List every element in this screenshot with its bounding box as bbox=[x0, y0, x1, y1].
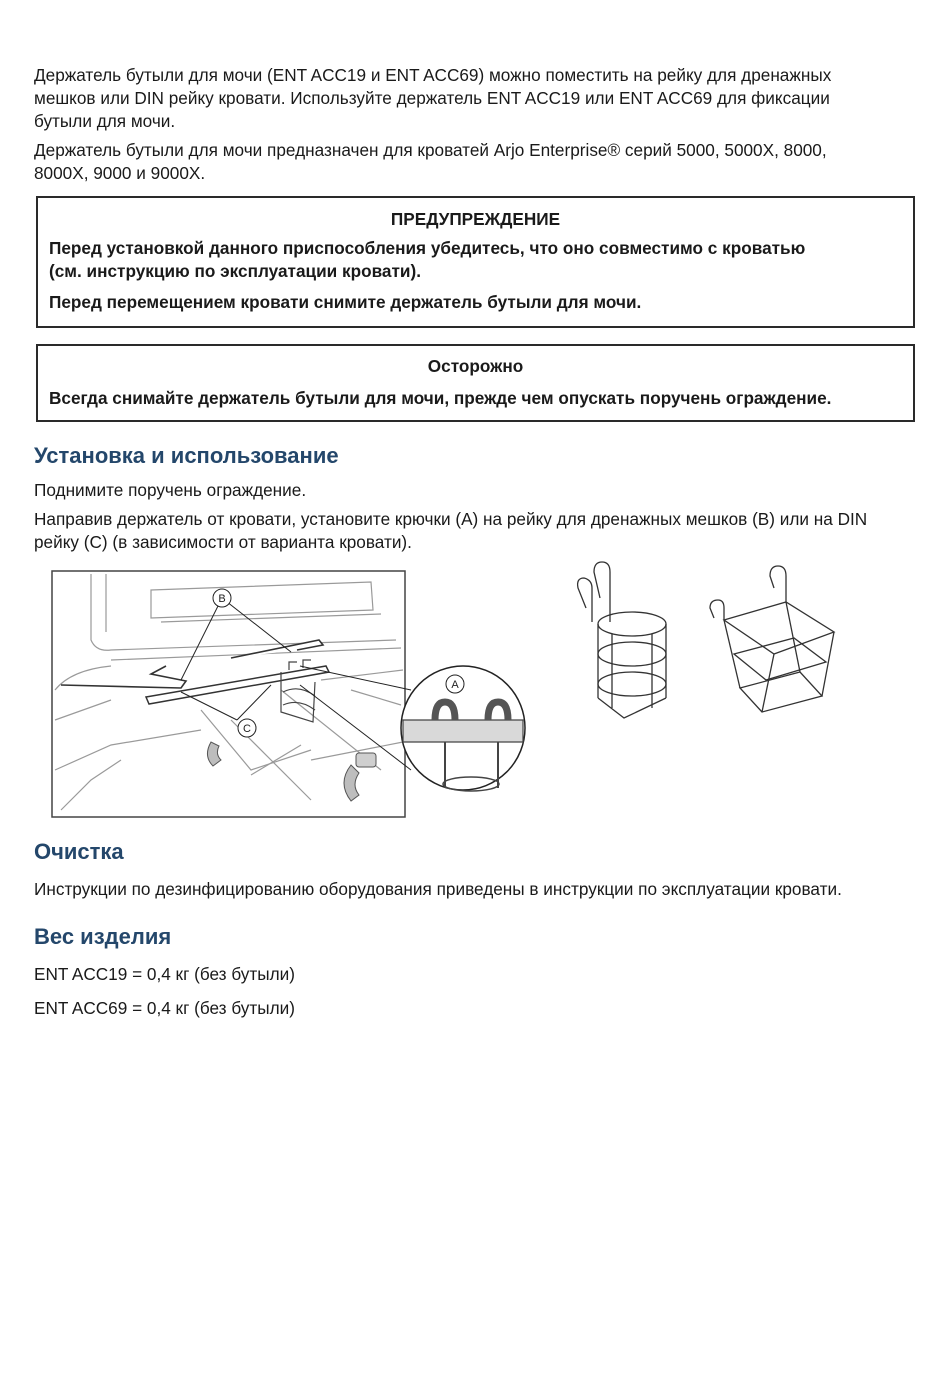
holder-ent-acc19 bbox=[578, 562, 666, 718]
warning-line-2: Перед перемещением кровати снимите держатель бутыли для мочи. bbox=[49, 292, 642, 312]
install-paragraph-1: Поднимите поручень ограждение. bbox=[34, 480, 307, 500]
holder-ent-acc69 bbox=[710, 566, 834, 712]
warning-title: ПРЕДУПРЕЖДЕНИЕ bbox=[390, 209, 561, 229]
weight-line-1: ENT ACC19 = 0,4 кг (без бутыли) bbox=[34, 964, 295, 984]
cleaning-heading: Очистка bbox=[34, 839, 124, 864]
intro-paragraph-2: Держатель бутыли для мочи предназначен для кроватей Arjo Enterprise® серий 5000, 5000X, 8000, 8000X, 9000 и 9000X. bbox=[34, 140, 827, 183]
weight-heading: Вес изделия bbox=[34, 924, 172, 949]
caution-title: Осторожно bbox=[427, 356, 524, 376]
warning-box bbox=[36, 196, 915, 328]
install-paragraph-2: Направив держатель от кровати, установите крючки (A) на рейку для дренажных мешков (B) или на DIN рейку (C) (в зависимости от варианта кровати). bbox=[34, 509, 868, 552]
caution-box bbox=[36, 344, 915, 422]
bed-rail-illustration bbox=[51, 570, 533, 820]
warning-line-1: Перед установкой данного приспособления убедитесь, что оно совместимо с кроватью (см. инструкцию по эксплуатации кровати). bbox=[49, 238, 806, 281]
install-heading: Установка и использование bbox=[34, 443, 339, 468]
label-a: A bbox=[451, 679, 459, 691]
bottle-holders-illustration bbox=[564, 558, 864, 728]
page-content bbox=[34, 64, 914, 1020]
caution-line-1: Всегда снимайте держатель бутыли для мочи, прежде чем опускать поручень ограждение. bbox=[49, 388, 832, 408]
figures-row bbox=[34, 570, 914, 824]
weight-line-2: ENT ACC69 = 0,4 кг (без бутыли) bbox=[34, 998, 295, 1018]
label-c: C bbox=[243, 723, 251, 735]
label-b: B bbox=[218, 593, 226, 605]
intro-paragraph-1: Держатель бутыли для мочи (ENT ACC19 и ENT ACC69) можно поместить на рейку для дренажных мешков или DIN рейку кровати. Используйте держатель ENT ACC19 или ENT ACC69 для фиксации бутыли для мочи. bbox=[34, 65, 832, 131]
cleaning-paragraph: Инструкции по дезинфицированию оборудования приведены в инструкции по эксплуатации кровати. bbox=[34, 879, 842, 899]
